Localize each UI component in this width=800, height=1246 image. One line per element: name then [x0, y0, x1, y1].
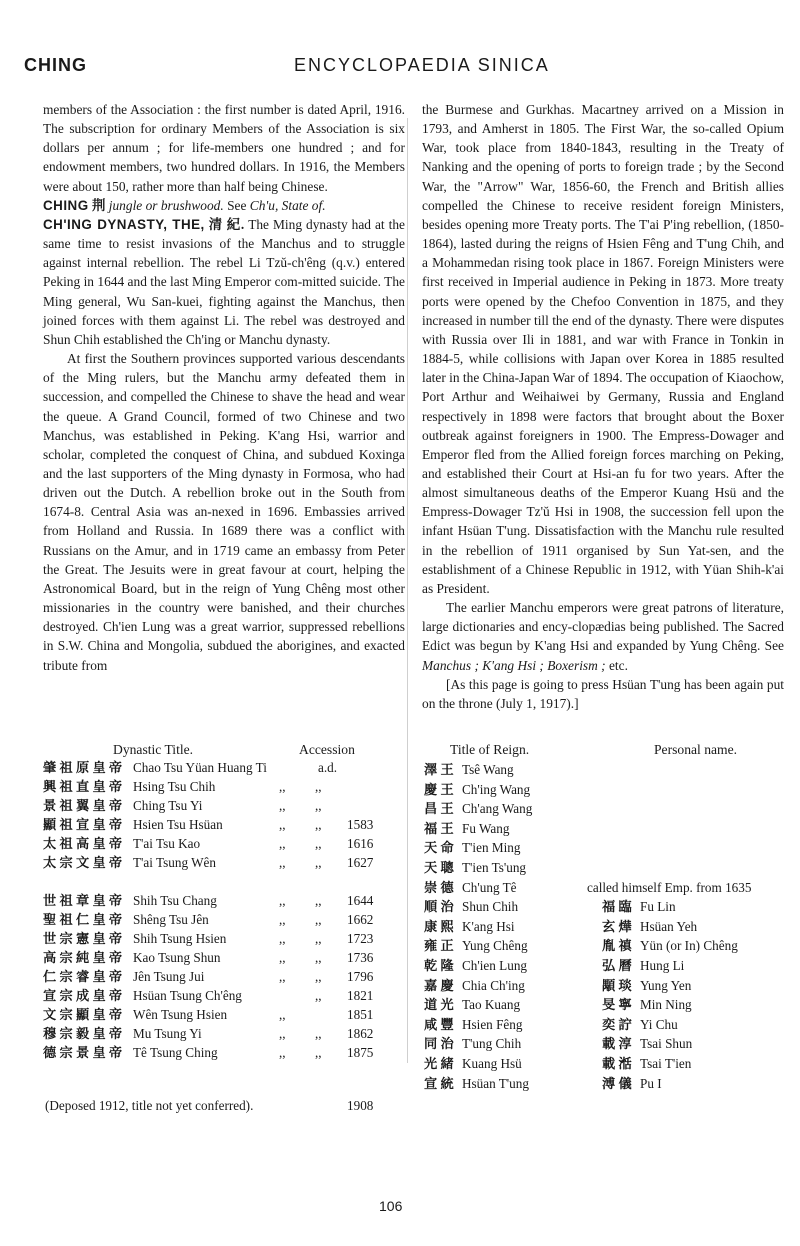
headword: CH'ING DYNASTY, THE, [43, 216, 205, 232]
reign-title: Kuang Hsü [462, 1056, 522, 1071]
reign-title: Tsê Wang [462, 762, 514, 777]
table-row [43, 1005, 403, 1024]
ditto-mark: ,, [315, 779, 322, 794]
ditto-mark: ,, [279, 836, 286, 851]
table-row [422, 1074, 782, 1093]
emperor-title: Hsing Tsu Chih [133, 779, 216, 794]
emperor-title-chinese: 太 宗 文 皇 帝 [43, 855, 123, 870]
accession-year: 1736 [347, 950, 374, 965]
reign-title-chinese: 天 聰 [424, 860, 454, 875]
reign-title-chinese: 乾 隆 [424, 958, 454, 973]
table-row [422, 799, 782, 818]
table-row [422, 1054, 782, 1073]
paragraph [422, 598, 784, 675]
paragraph: members of the Association : the first number is dated April, 1916. The subscription for ordinary Members of the Association is six dollars per annum ; for life-members one hundred ; and for endowment members, two hundred dollars. In 1916, the Members were about 150, rather more than half being Chinese. [43, 102, 405, 194]
running-header [24, 55, 779, 85]
emperor-title-chinese: 肇 祖 原 皇 帝 [43, 760, 123, 775]
emperor-title: Wên Tsung Hsien [133, 1007, 228, 1022]
table-row [43, 986, 403, 1005]
ditto-mark: ,, [279, 1007, 286, 1022]
table-row [43, 948, 403, 967]
emperor-title-chinese: 文 宗 顯 皇 帝 [43, 1007, 123, 1022]
paragraph-end: etc. [608, 657, 628, 673]
ditto-mark: ,, [279, 817, 286, 832]
reign-title: Shun Chih [462, 899, 519, 915]
table-row [43, 758, 403, 777]
accession-year: 1616 [347, 836, 374, 851]
emperor-title-chinese: 穆 宗 毅 皇 帝 [43, 1026, 123, 1041]
reign-title: Ch'ien Lung [462, 958, 528, 973]
right-column [422, 100, 784, 713]
header-center: ENCYCLOPAEDIA SINICA [294, 55, 550, 75]
column-header-title: Dynastic Title. [113, 742, 194, 757]
reign-title-chinese: 雍 正 [424, 938, 454, 954]
page-number: 106 [379, 1198, 403, 1214]
headword-chinese: 荆 [92, 197, 106, 213]
personal-name-chinese: 胤 禛 [602, 938, 632, 954]
emperor-title: Tê Tsung Ching [133, 1045, 218, 1060]
reign-title: Tao Kuang [462, 997, 521, 1013]
definition: jungle or brushwood. [108, 197, 224, 213]
accession-year: 1821 [347, 988, 374, 1003]
ditto-mark: ,, [279, 969, 286, 984]
table-row [422, 1015, 782, 1034]
table-row [422, 976, 782, 995]
accession-year: 1875 [347, 1045, 374, 1060]
personal-name-chinese: 顒 琰 [602, 977, 632, 993]
accession-year: 1662 [347, 912, 374, 927]
ditto-mark: ,, [315, 893, 322, 908]
reign-title: T'ien Ming [462, 840, 521, 856]
personal-name-chinese: 奕 詝 [602, 1016, 632, 1032]
table-row [43, 796, 403, 815]
table-row [43, 910, 403, 929]
emperor-title: T'ai Tsung Wên [133, 855, 217, 870]
reign-title: K'ang Hsi [462, 918, 515, 934]
entry-ching [43, 196, 405, 215]
cross-reference: Manchus ; K'ang Hsi ; Boxerism ; [422, 657, 606, 673]
emperor-title: Jên Tsung Jui [133, 969, 205, 984]
personal-name-chinese: 福 臨 [602, 899, 632, 915]
table-row [43, 777, 403, 796]
emperor-title-chinese: 太 祖 高 皇 帝 [43, 836, 123, 851]
reign-title: Yung Chêng [462, 938, 528, 954]
ditto-mark: ,, [279, 1045, 286, 1060]
reign-title: Ch'ing Wang [462, 781, 531, 797]
reign-title-chinese: 道 光 [424, 997, 454, 1013]
table-row [43, 929, 403, 948]
table-header [422, 740, 782, 759]
reign-title: Ch'ang Wang [462, 801, 533, 817]
table-row [43, 967, 403, 986]
reign-title: Ch'ung Tê [462, 879, 517, 895]
ditto-mark: ,, [279, 950, 286, 965]
reign-title-chinese: 宣 統 [424, 1075, 454, 1091]
emperor-title-chinese: 高 宗 純 皇 帝 [43, 950, 123, 965]
emperor-title: Shih Tsu Chang [133, 893, 217, 908]
footer-note: (Deposed 1912, title not yet conferred). [45, 1098, 254, 1113]
personal-name: Hsüan Yeh [640, 918, 698, 934]
reign-title-chinese: 咸 豐 [424, 1016, 454, 1032]
table-row [43, 891, 403, 910]
personal-name: Pu I [640, 1075, 662, 1091]
emperor-title: T'ai Tsu Kao [133, 836, 201, 851]
table-row [43, 853, 403, 872]
personal-name-chinese: 載 湉 [602, 1056, 632, 1071]
headword-chinese: 清 紀. [208, 216, 245, 232]
table-row [43, 834, 403, 853]
emperor-title-chinese: 顯 祖 宣 皇 帝 [43, 817, 123, 832]
personal-name: Fu Lin [640, 899, 676, 915]
emperor-title: Kao Tsung Shun [133, 950, 221, 965]
reign-title-chinese: 昌 王 [424, 801, 454, 817]
personal-name-chinese: 玄 燁 [602, 918, 632, 934]
emperor-title: Shêng Tsu Jên [133, 912, 209, 927]
reign-title-chinese: 崇 德 [424, 879, 454, 895]
cross-reference: Ch'u, State of. [249, 197, 326, 213]
personal-name-chinese: 載 淳 [602, 1036, 632, 1052]
personal-name: Hung Li [640, 958, 685, 973]
personal-name: Min Ning [640, 997, 692, 1013]
ditto-mark: ,, [315, 950, 322, 965]
ditto-mark: ,, [279, 912, 286, 927]
table-row [43, 1024, 403, 1043]
column-header-accession: Accession [299, 742, 355, 757]
ditto-mark: ,, [315, 988, 322, 1003]
emperor-title-chinese: 聖 祖 仁 皇 帝 [43, 912, 123, 927]
personal-name: Yün (or In) Chêng [640, 938, 738, 954]
paragraph: the Burmese and Gurkhas. Macartney arrived on a Mission in 1793, and Amherst in 1805. The First War, the so-called Opium War, took place from 1840-1843, resulting in the Treaty of Nanking and the opening of ports to foreign trade ; by the Second War, the "Arrow" War, 1856-60, the French and British allies compelled the Chinese to receive resident foreign Ministers, besides opening more Treaty ports. The T'ai P'ing rebellion, (1850-1864), lasted during the reigns of Hsien Fêng and T'ung Chih, and a Mohammedan rising took place in 1867. Foreign Ministers were first received in Imperial audience in Peking in 1873. More treaty ports were opened by the Chefoo Convention in 1875, and they increased in number till the end of the dynasty. There were disputes with Russia over Ili in 1881, and war with France in Tonkin in 1884-5, while collisions with Japan over Korea in 1885 resulted later in the China-Japan War of 1894. The occupation of Kiaochow, Port Arthur and Weihaiwei by Germany, Russia and England respectively in 1898 were factors that brought about the Boxer outbreak against foreigners in 1900. The Empress-Dowager and Emperor fled from the Allied foreign forces marching on Peking, and established their Court at Hsi-an fu for two years. After the almost simultaneous deaths of the Emperor Kuang Hsü and the Empress-Dowager Tz'ŭ Hsi in 1908, the succession fell upon the infant Hsüan T'ung. Dissatisfaction with the Manchu rule resulted in the rebellion of 1911 organised by Sun Yat-sen, and the establishment of a Chinese Republic in 1912, with Yüan Shih-k'ai as President. [422, 102, 784, 596]
reign-title-chinese: 福 王 [424, 820, 454, 836]
reign-title-chinese: 澤 王 [424, 762, 454, 777]
table-footer [43, 1096, 403, 1115]
ditto-mark: ,, [315, 798, 322, 813]
table-row [422, 917, 782, 936]
reign-title: Hsien Fêng [462, 1016, 523, 1032]
emperor-title-chinese: 景 祖 翼 皇 帝 [43, 798, 123, 813]
reign-title: T'ien Ts'ung [462, 860, 527, 875]
personal-name-chinese: 旻 寧 [602, 997, 632, 1013]
emperor-title: Hsien Tsu Hsüan [133, 817, 223, 832]
accession-year: 1627 [347, 855, 374, 870]
personal-name: Tsai T'ien [640, 1056, 692, 1071]
personal-name-chinese: 溥 儀 [602, 1075, 632, 1091]
ditto-mark: ,, [279, 779, 286, 794]
accession-year: 1583 [347, 817, 374, 832]
ditto-mark: ,, [279, 931, 286, 946]
table-row [422, 995, 782, 1014]
ditto-mark: ,, [315, 836, 322, 851]
ditto-mark: ,, [279, 798, 286, 813]
ditto-mark: ,, [315, 912, 322, 927]
paragraph-text: The earlier Manchu emperors were great patrons of literature, large dictionaries and ency-clopædias being published. The Sacred Edict was begun by K'ang Hsi and expanded by Yung Chêng. See [422, 600, 784, 654]
reign-title-chinese: 同 治 [424, 1036, 454, 1052]
reign-title: Chia Ch'ing [462, 977, 525, 993]
ditto-mark: ,, [315, 969, 322, 984]
emperor-title: Shih Tsung Hsien [133, 931, 227, 946]
see-label: See [227, 197, 247, 213]
table-row [422, 819, 782, 838]
table-row [422, 1034, 782, 1053]
left-column [43, 100, 405, 675]
reign-title-chinese: 光 緒 [424, 1056, 454, 1071]
table-row [422, 936, 782, 955]
reign-title-chinese: 慶 王 [424, 781, 454, 797]
ditto-mark: ,, [315, 1045, 322, 1060]
entry-ching-dynasty [43, 215, 405, 349]
table-row [422, 878, 782, 897]
paragraph: At first the Southern provinces supported various descendants of the Ming rulers, but the Manchu army defeated them in succession, and compelled the Chinese to shave the head and wear the queue. A Grand Council, formed of two Chinese and two Manchus, was established in Peking. K'ang Hsi, warrior and scholar, completed the conquest of China, and subdued Koxinga and the last supporters of the Ming dynasty in Formosa, who had driven out the Dutch. A rebellion broke out in the South from 1674-8. Central Asia was an-nexed in 1696. Embassies arrived from Holland and Russia. In 1689 there was a conflict with Russians on the Amur, and in 1719 came an embassy from Peter the Great. The Jesuits were in great favour at court, helping the Astronomical Board, but in the reign of Yung Chêng most other missionaries in the country were banished, and their churches destroyed. Ch'ien Lung was a great warrior, suppressed rebellions in S.W. China and Mongolia, subdued the aborigines, and exacted tribute from [43, 351, 405, 673]
note: called himself Emp. from 1635 [587, 879, 752, 895]
table-header [43, 740, 403, 759]
emperor-title-chinese: 德 宗 景 皇 帝 [43, 1045, 123, 1060]
footer-year: 1908 [347, 1098, 374, 1113]
accession-year: 1862 [347, 1026, 374, 1041]
personal-name: Yung Yen [640, 977, 692, 993]
accession-year: 1851 [347, 1007, 374, 1022]
table-row [422, 897, 782, 916]
headword: CHING [43, 197, 89, 213]
paragraph: [As this page is going to press Hsüan T'ung has been again put on the throne (July 1, 1917).] [422, 676, 784, 711]
column-header-reign: Title of Reign. [450, 742, 530, 757]
emperor-title-chinese: 世 宗 憲 皇 帝 [43, 931, 123, 946]
header-left: CHING [24, 55, 87, 75]
table-row [422, 838, 782, 857]
reign-title: Hsüan T'ung [462, 1075, 529, 1091]
table-row [43, 1043, 403, 1062]
emperor-title: Ching Tsu Yi [133, 798, 203, 813]
ditto-mark: ,, [315, 817, 322, 832]
reign-title-chinese: 康 熙 [424, 918, 454, 934]
emperor-title-chinese: 世 祖 章 皇 帝 [43, 893, 123, 908]
table-row [422, 780, 782, 799]
column-header-personal: Personal name. [654, 742, 738, 757]
ditto-mark: ,, [279, 855, 286, 870]
emperor-title: Chao Tsu Yüan Huang Ti [133, 760, 267, 775]
reign-title-chinese: 天 命 [424, 840, 454, 856]
table-row [422, 858, 782, 877]
ditto-mark: ,, [315, 855, 322, 870]
reign-title-chinese: 嘉 慶 [424, 977, 454, 993]
accession-year: 1723 [347, 931, 374, 946]
table-row [422, 760, 782, 779]
reign-title: Fu Wang [462, 820, 510, 836]
emperor-title-chinese: 宣 宗 成 皇 帝 [43, 988, 123, 1003]
reign-title-chinese: 順 治 [424, 899, 454, 915]
personal-name: Tsai Shun [640, 1036, 693, 1052]
ditto-mark: a.d. [318, 760, 338, 775]
column-divider [407, 118, 408, 1063]
table-row [43, 815, 403, 834]
emperor-title: Mu Tsung Yi [133, 1026, 202, 1041]
emperor-title-chinese: 仁 宗 睿 皇 帝 [43, 969, 123, 984]
entry-text: The Ming dynasty had at the same time to resist invasions of the Manchus and to struggle against internal rebellion. The rebel Li Tzŭ-ch'êng (q.v.) entered Peking in 1644 and the last Ming Emperor com-mitted suicide. The Ming general, Wu San-kuei, fighting against the Manchus, then joined forces with them against Li. The rebel was destroyed and Shun Chih established the Ch'ing or Manchu dynasty. [43, 216, 405, 347]
table-row [422, 956, 782, 975]
ditto-mark: ,, [315, 931, 322, 946]
ditto-mark: ,, [315, 1026, 322, 1041]
personal-name-chinese: 弘 曆 [602, 958, 632, 973]
accession-year: 1796 [347, 969, 374, 984]
emperor-title-chinese: 興 祖 直 皇 帝 [43, 779, 123, 794]
personal-name: Yi Chu [640, 1016, 678, 1032]
accession-year: 1644 [347, 893, 374, 908]
reign-title: T'ung Chih [462, 1036, 522, 1052]
emperor-title: Hsüan Tsung Ch'êng [133, 988, 242, 1003]
ditto-mark: ,, [279, 893, 286, 908]
ditto-mark: ,, [279, 1026, 286, 1041]
